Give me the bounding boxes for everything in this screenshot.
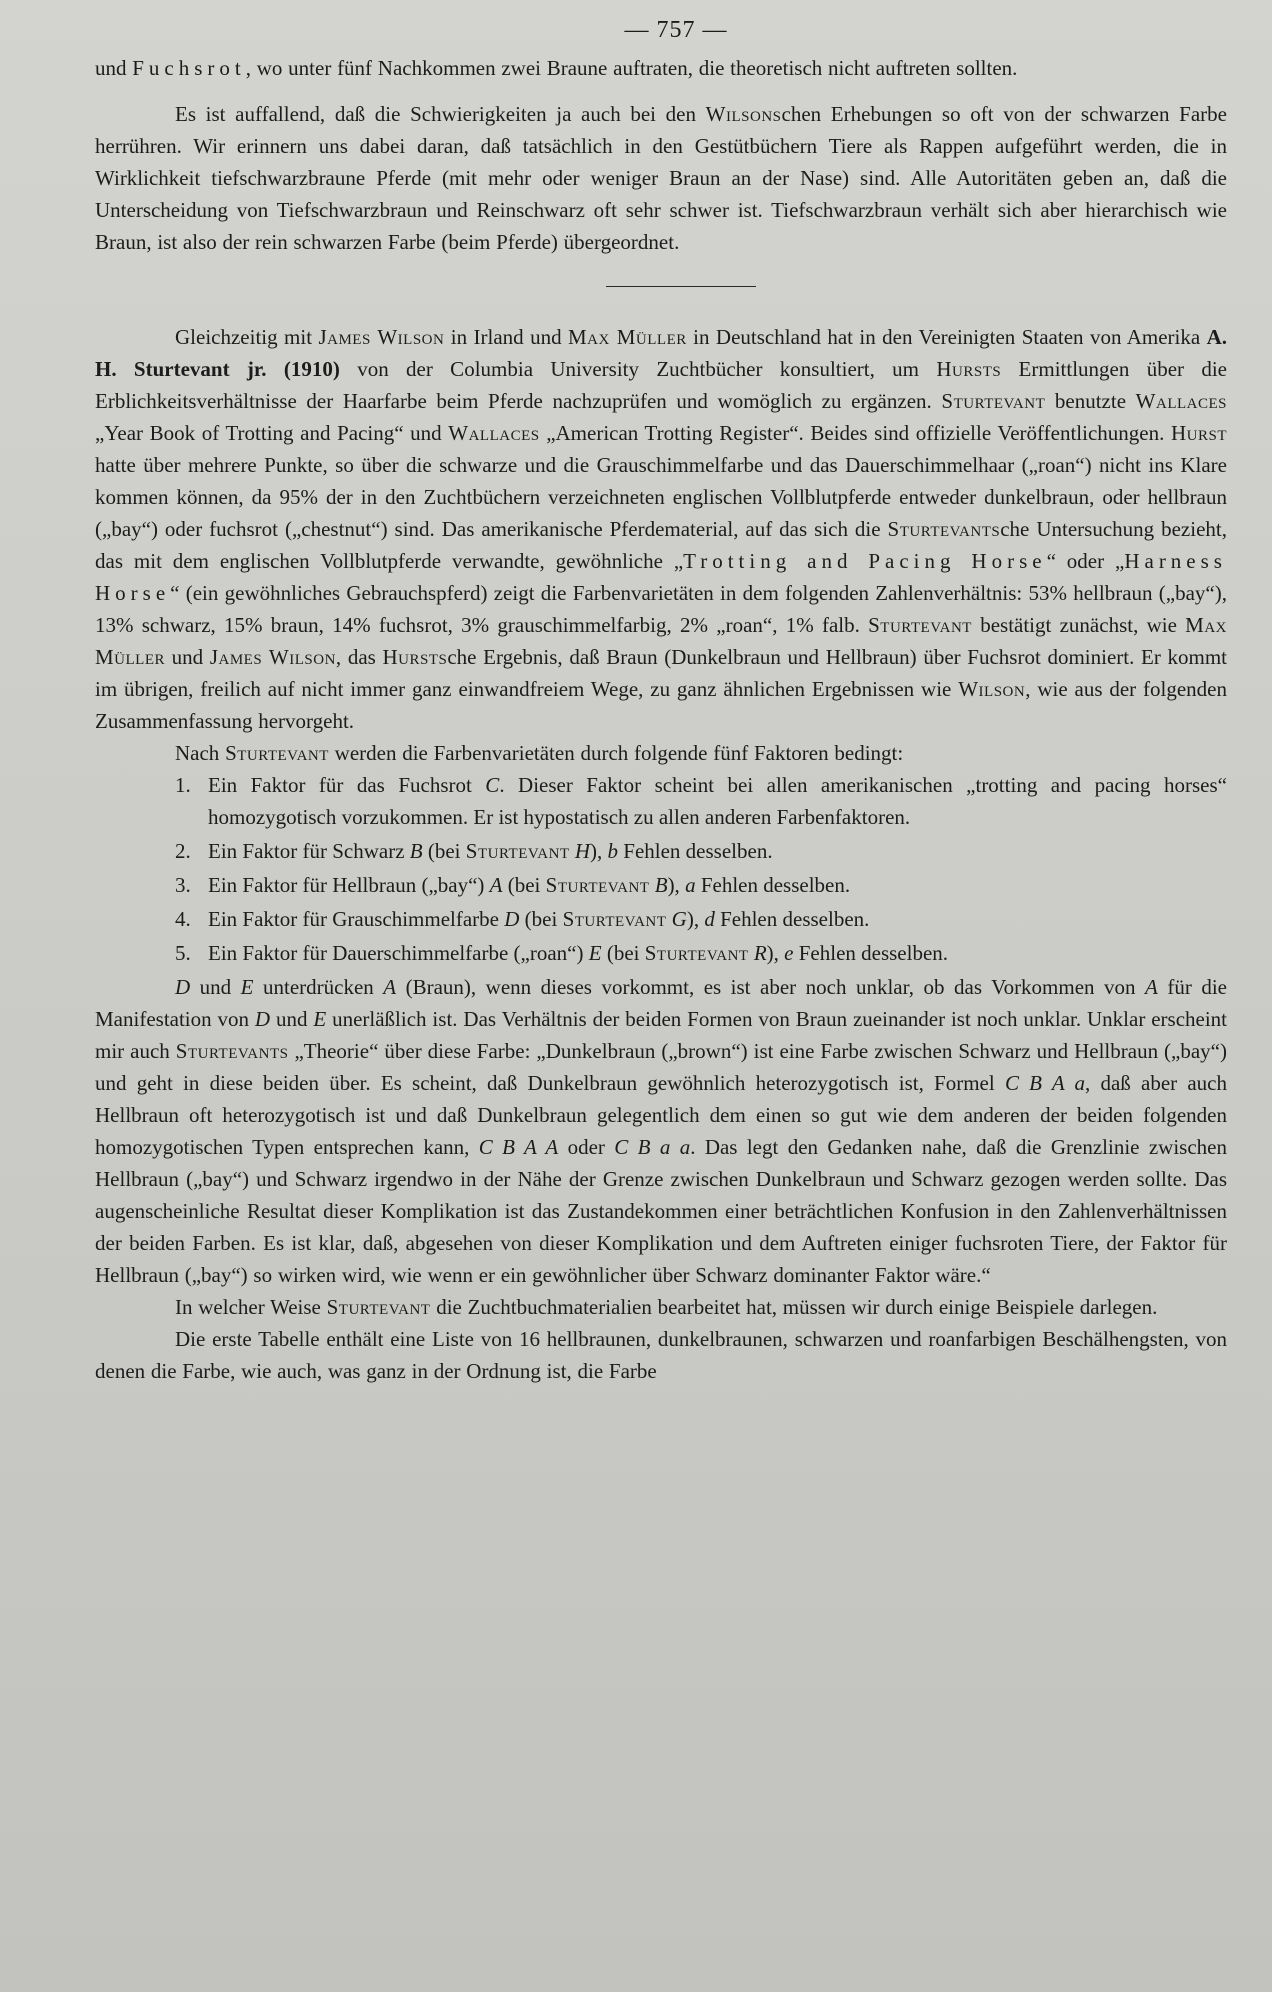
- text: Fehlen desselben.: [695, 873, 851, 897]
- text: für die Manifestation von: [95, 975, 1228, 1031]
- factor-symbol: D: [254, 1007, 271, 1031]
- spaced-text: Harness Horse: [95, 549, 1227, 605]
- text: Fehlen desselben.: [714, 907, 870, 931]
- author-name: Wilsons: [705, 102, 782, 126]
- author-name: Sturtevant: [545, 873, 650, 897]
- paragraph-examples: [95, 1291, 1227, 1323]
- text: Ein Faktor für Schwarz: [208, 839, 410, 863]
- paragraph-first-table: [95, 1323, 1227, 1387]
- author-name: Max Müller: [95, 613, 1227, 669]
- spaced-text: Trotting and Pacing Horse: [683, 549, 1047, 573]
- author-name: Wilson: [958, 677, 1026, 701]
- spaced-text: Fuchsrot: [132, 56, 246, 80]
- text: Ein Faktor für Grauschimmelfarbe: [208, 907, 505, 931]
- genetic-formula: C B A a: [1004, 1071, 1085, 1095]
- text: , das: [335, 645, 383, 669]
- text: Nach: [175, 741, 226, 765]
- list-number: 1.: [175, 773, 191, 797]
- factor-symbol: A: [1145, 975, 1158, 999]
- text: Ermittlungen über die Erblichkeitsverhältnisse der Haarfarbe beim Pferde nachzuprüfen und womöglich zu ergänzen.: [95, 357, 1227, 413]
- text: Fehlen desselben.: [793, 941, 949, 965]
- list-number: 2.: [175, 839, 191, 863]
- text: , daß aber auch Hellbraun oft heterozygotisch ist und daß Dunkelbraun gelegentlich dem einen so gut wie dem anderen der beiden folgenden homozygotischen Typen entsprechen kann,: [95, 1071, 1227, 1159]
- factor-symbol: C: [485, 773, 500, 797]
- factor-symbol: G: [671, 907, 687, 931]
- text: chen Erhebungen so oft von der schwarzen Farbe herrühren. Wir erinnern uns dabei daran, daß tatsächlich in den Gestütbüchern Tiere als Rappen aufgeführt werden, die in Wirklichkeit tiefschwarzbraune Pferde (mit mehr oder weniger Braun an der Nase) sind. Alle Autoritäten geben an, daß die Unterscheidung von Tiefschwarzbraun und Reinschwarz oft sehr schwer ist. Tiefschwarzbraun verhält sich aber hierarchisch wie Braun, ist also der rein schwarzen Farbe (beim Pferde) übergeordnet.: [95, 102, 1227, 254]
- text: in Irland und: [444, 325, 568, 349]
- section-divider: [606, 286, 756, 287]
- text: ),: [686, 907, 705, 931]
- factor-symbol: E: [588, 941, 602, 965]
- list-item: [95, 835, 1227, 867]
- text: che Untersuchung bezieht, das mit dem englischen Vollblutpferde verwandte, gewöhnliche „: [95, 517, 1227, 573]
- text: In welcher Weise: [175, 1295, 327, 1319]
- author-name: Wallaces: [448, 421, 540, 445]
- list-item: [95, 937, 1227, 969]
- author-name: Hursts: [382, 645, 448, 669]
- author-name: James Wilson: [318, 325, 445, 349]
- factor-symbol: e: [784, 941, 794, 965]
- text: . Dieser Faktor scheint bei allen amerikanischen „trotting and pacing horses“ homozygotisch vorzukommen. Er ist hypostatisch zu allen anderen Farbenfaktoren.: [208, 773, 1227, 829]
- text: hatte über mehrere Punkte, so über die schwarze und die Grauschimmelfarbe und das Dauerschimmelhaar („roan“) nicht ins Klare kommen können, da 95% der in den Zuchtbüchern verzeichneten englischen Vollblutpferde entweder dunkelbraun, oder hellbraun („bay“) oder fuchsrot („chestnut“) sind. Das amerikanische Pferdematerial, auf das sich die: [95, 453, 1227, 541]
- factor-symbol: R: [753, 941, 767, 965]
- text: “ oder „: [1046, 549, 1125, 573]
- text: werden die Farbenvarietäten durch folgende fünf Faktoren bedingt:: [328, 741, 904, 765]
- bold-citation: A. H. Sturtevant jr. (1910): [95, 325, 1228, 381]
- author-name: Wallaces: [1135, 389, 1227, 413]
- author-name: Sturtevants: [887, 517, 1001, 541]
- author-name: Hursts: [936, 357, 1002, 381]
- author-name: Sturtevant: [868, 613, 972, 637]
- text: ),: [766, 941, 785, 965]
- text: (bei: [519, 907, 563, 931]
- text: die Zuchtbuchmaterialien bearbeitet hat, müssen wir durch einige Beispiele darlegen.: [430, 1295, 1158, 1319]
- paragraph-wilson-black: [95, 98, 1227, 258]
- text: , wie aus der folgenden Zusammenfassung hervorgeht.: [95, 677, 1227, 733]
- factor-symbol: H: [574, 839, 591, 863]
- text: und: [95, 56, 133, 80]
- text: in Deutschland hat in den Vereinigten Staaten von Amerika: [686, 325, 1207, 349]
- author-name: Sturtevant: [465, 839, 570, 863]
- text: che Ergebnis, daß Braun (Dunkelbraun und Hellbraun) über Fuchsrot dominiert. Er kommt im übrigen, freilich auf nicht immer ganz einwandfreiem Wege, zu ganz ähnlichen Ergebnissen wie: [95, 645, 1227, 701]
- author-name: Sturtevants: [175, 1039, 289, 1063]
- factor-symbol: a: [685, 873, 696, 897]
- text: . Das legt den Gedanken nahe, daß die Grenzlinie zwischen Hellbraun („bay“) und Schwarz irgendwo in der Nähe der Grenze zwischen Dunkelbraun und Schwarz gezogen werden sollte. Das augenscheinliche Resultat dieser Komplikation ist das Zustandekommen einer beträchtlichen Konfusion in den Zahlenverhältnissen der beiden Farben. Es ist klar, daß, abgesehen von dieser Komplikation und dem Auftreten einiger fuchsroten Tiere, der Faktor für Hellbraun („bay“) so wirken wird, wie wenn er ein gewöhnlicher über Schwarz dominanter Faktor wäre.“: [95, 1135, 1227, 1287]
- text: (Braun), wenn dieses vorkommt, es ist aber noch unklar, ob das Vorkommen von: [396, 975, 1146, 999]
- list-number: 3.: [175, 873, 191, 897]
- text: Es ist auffallend, daß die Schwierigkeiten ja auch bei den: [175, 102, 706, 126]
- text: (bei: [422, 839, 466, 863]
- text: Gleichzeitig mit: [175, 325, 319, 349]
- text: Die erste Tabelle enthält eine Liste von 16 hellbraunen, dunkelbraunen, schwarzen und roanfarbigen Beschälhengsten, von denen die Farbe, wie auch, was ganz in der Ordnung ist, die Farbe: [95, 1327, 1227, 1383]
- text: ),: [590, 839, 608, 863]
- list-item: [95, 903, 1227, 935]
- text: “ (ein gewöhnliches Gebrauchspferd) zeigt die Farbenvarietäten in dem folgenden Zahlenverhältnis: 53% hellbraun („bay“), 13% schwarz, 15% braun, 14% fuchsrot, 3% grauschimmelfarbig, 2% „roan“, 1% falb.: [95, 581, 1227, 637]
- factor-symbol: E: [313, 1007, 327, 1031]
- factor-symbol: A: [489, 873, 503, 897]
- paragraph-factors-intro: [95, 737, 1227, 769]
- text: Ein Faktor für Dauerschimmelfarbe („roan“): [208, 941, 589, 965]
- genetic-formula: C B a a: [614, 1135, 691, 1159]
- text: oder: [558, 1135, 615, 1159]
- author-name: Sturtevant: [941, 389, 1046, 413]
- list-number: 5.: [175, 941, 191, 965]
- author-name: Sturtevant: [644, 941, 749, 965]
- text: , wo unter fünf Nachkommen zwei Braune auftraten, die theoretisch nicht auftreten sollten.: [245, 56, 1018, 80]
- factor-symbol: D: [504, 907, 520, 931]
- list-item: [95, 769, 1227, 833]
- text: „Theorie“ über diese Farbe: „Dunkelbraun („brown“) ist eine Farbe zwischen Schwarz und Hellbraun („bay“) und geht in diese beiden über. Es scheint, daß Dunkelbraun gewöhnlich heterozygotisch ist, Formel: [95, 1039, 1227, 1095]
- text: Ein Faktor für das Fuchsrot: [208, 773, 486, 797]
- text: Fehlen desselben.: [618, 839, 773, 863]
- factor-symbol: d: [704, 907, 715, 931]
- author-name: Sturtevant: [225, 741, 329, 765]
- paragraph-continuation: [95, 52, 1227, 84]
- author-name: Hurst: [1170, 421, 1227, 445]
- text: ),: [667, 873, 686, 897]
- text: von der Columbia University Zuchtbücher konsultiert, um: [339, 357, 937, 381]
- text: Ein Faktor für Hellbraun („bay“): [208, 873, 490, 897]
- text: benutzte: [1045, 389, 1136, 413]
- text: (bei: [502, 873, 546, 897]
- author-name: Sturtevant: [562, 907, 667, 931]
- factor-symbol: A: [383, 975, 397, 999]
- factor-list: [95, 769, 1227, 969]
- page-number: — 757 —: [624, 17, 728, 43]
- paragraph-sturtevant-intro: [95, 321, 1227, 737]
- text: bestätigt zunächst, wie: [971, 613, 1186, 637]
- author-name: Sturtevant: [326, 1295, 431, 1319]
- text: „Year Book of Trotting and Pacing“ und: [95, 421, 449, 445]
- text: (bei: [601, 941, 645, 965]
- list-number: 4.: [175, 907, 191, 931]
- text: und: [270, 1007, 314, 1031]
- factor-symbol: B: [654, 873, 668, 897]
- text: und: [190, 975, 241, 999]
- paragraph-suppression: [95, 971, 1227, 1291]
- list-item: [95, 869, 1227, 901]
- factor-symbol: b: [607, 839, 619, 863]
- factor-symbol: E: [240, 975, 254, 999]
- factor-symbol: D: [175, 975, 191, 999]
- text: „American Trotting Register“. Beides sind offizielle Veröffentlichungen.: [539, 421, 1171, 445]
- text: unterdrücken: [253, 975, 384, 999]
- author-name: James Wilson: [209, 645, 336, 669]
- text: und: [165, 645, 210, 669]
- author-name: Max Müller: [568, 325, 687, 349]
- factor-symbol: B: [409, 839, 423, 863]
- text: unerläßlich ist. Das Verhältnis der beiden Formen von Braun zueinander ist noch unklar. Unklar erscheint mir auch: [95, 1007, 1228, 1063]
- genetic-formula: C B A A: [478, 1135, 559, 1159]
